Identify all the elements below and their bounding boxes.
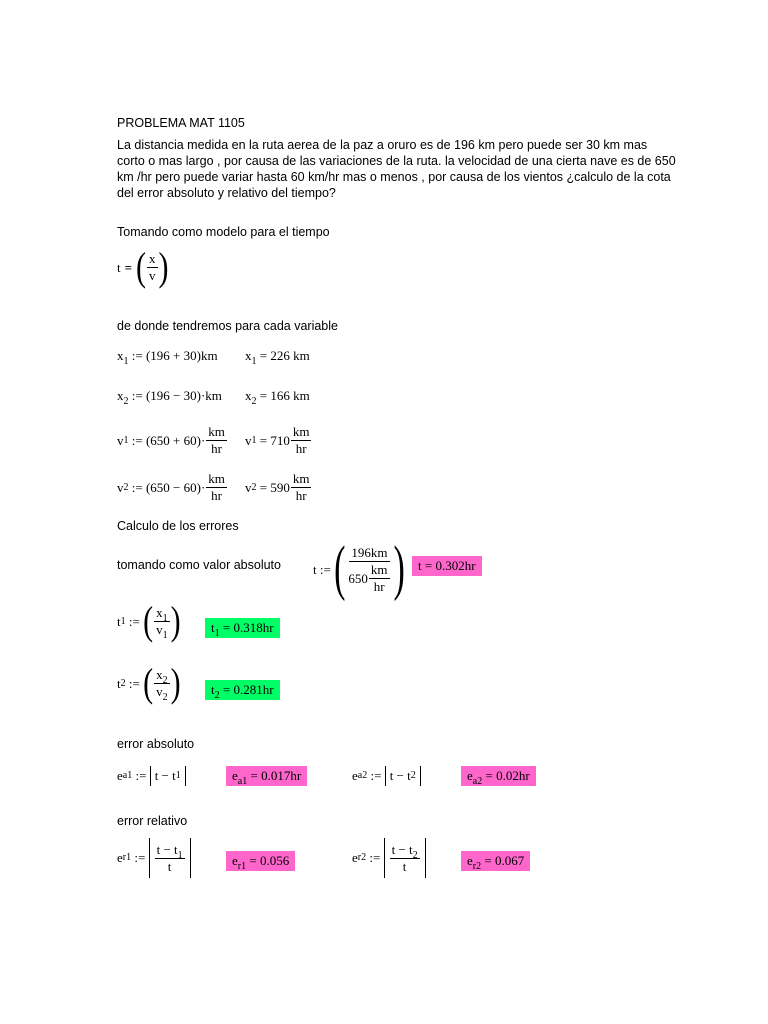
t2-result-highlight: $t_2 = 0.281hr$ [205, 680, 280, 700]
abs-error-intro: error absoluto [117, 737, 195, 751]
t-result-highlight: t = 0.302hr [412, 556, 482, 576]
v1-result: v 1 = 710 $\frac{km}{hr}$ [245, 424, 310, 456]
page-title: PROBLEMA MAT 1105 [117, 116, 245, 130]
x1-definition: $x_1$ := (196 + 30)km [117, 348, 218, 367]
t1-result-highlight: $t_1 = 0.318hr$ [205, 618, 280, 638]
t-definition: t := ( 196km 650 $\frac{km}{hr}$ ) [313, 535, 405, 603]
ea1-definition: e a1 := t − t 1 [117, 766, 186, 786]
model-formula: t = ( $\frac{x}{v}$ ) [117, 244, 169, 290]
er1-definition: e r1 := $\frac{t - t_1}{t}$ [117, 838, 191, 878]
model-den: v [149, 268, 156, 283]
model-lhs: t [117, 259, 121, 275]
x1-result: $x_1 = 226$ km [245, 348, 310, 367]
rel-error-intro: error relativo [117, 814, 188, 828]
v2-result: v 2 = 590 $\frac{km}{hr}$ [245, 471, 310, 503]
ea2-result-highlight: $e_{a2} = 0.02hr$ [461, 766, 536, 786]
v2-definition: v 2 := (650 − 60)· $\frac{km}{hr}$ [117, 471, 225, 503]
model-num: x [149, 251, 156, 266]
x2-result: $x_2 = 166$ km [245, 388, 310, 407]
er2-result-highlight: $e_{r2} = 0.067$ [461, 851, 530, 871]
t2-definition: t 2 := ( $\frac{x_2}{v_2}$ ) [117, 660, 181, 706]
er2-definition: e r2 := $\frac{t - t_2}{t}$ [352, 838, 426, 878]
model-intro: Tomando como modelo para el tiempo [117, 225, 330, 239]
ea2-definition: e a2 := t − t 2 [352, 766, 421, 786]
er1-result-highlight: $e_{r1} = 0.056$ [226, 851, 295, 871]
problem-statement: La distancia medida en la ruta aerea de la paz a oruro es de 196 km pero puede ser 30 km mas corto o mas largo , por causa de las variaciones de la ruta. la velocidad de una cierta nave es de 650 km /hr pero puede variar hasta 60 km/hr mas o menos , por causa de los vientos ¿calculo de la cota del error absoluto y relativo del tiempo? [117, 138, 676, 200]
errors-intro: Calculo de los errores [117, 519, 239, 533]
t1-definition: t 1 := ( $\frac{x_1}{v_1}$ ) [117, 598, 181, 644]
model-op: = [124, 259, 133, 275]
ea1-result-highlight: $e_{a1} = 0.017hr$ [226, 766, 307, 786]
abs-value-intro: tomando como valor absoluto [117, 558, 281, 572]
v1-definition: v 1 := (650 + 60)· $\frac{km}{hr}$ [117, 424, 225, 456]
x2-definition: $x_2$ := (196 − 30)·km [117, 388, 222, 407]
variables-intro: de donde tendremos para cada variable [117, 319, 338, 333]
